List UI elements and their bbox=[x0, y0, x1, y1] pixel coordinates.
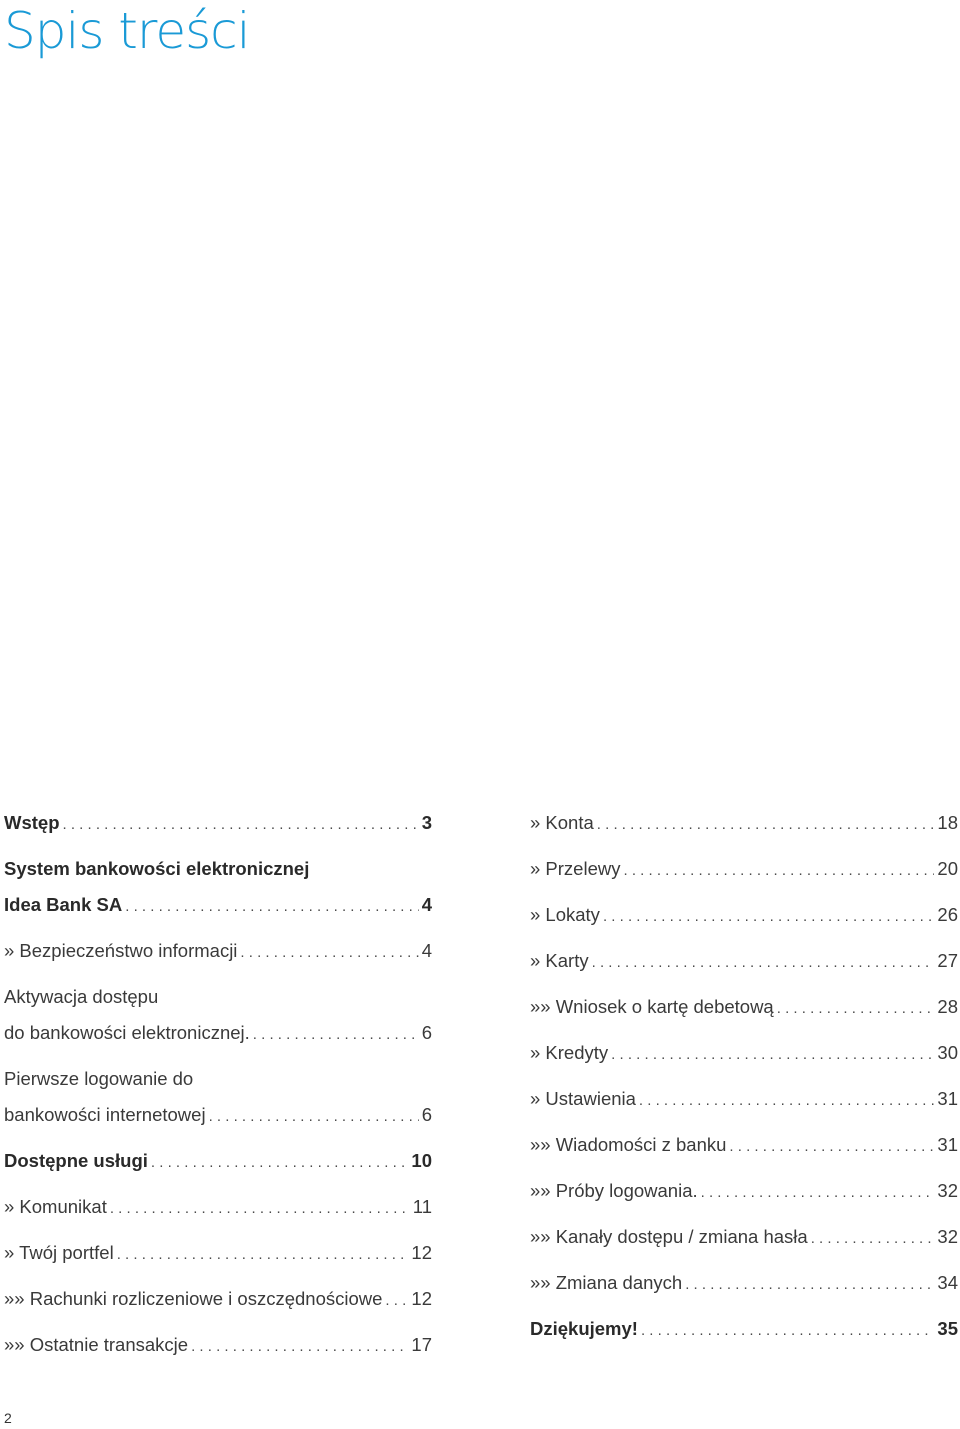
toc-entry-label: »» Rachunki rozliczeniowe i oszczędnościowe bbox=[4, 1288, 383, 1309]
toc-entry-label: » Komunikat bbox=[4, 1196, 107, 1217]
toc-dot-leader bbox=[253, 1016, 419, 1054]
toc-entry[interactable] bbox=[530, 988, 958, 1034]
toc-entry-label: Wstęp bbox=[4, 812, 60, 833]
toc-entry-page: 31 bbox=[937, 1088, 958, 1109]
toc-entry[interactable] bbox=[530, 1310, 958, 1356]
toc-entry-page: 28 bbox=[937, 996, 958, 1017]
toc-entry[interactable] bbox=[530, 1080, 958, 1126]
toc-entry-page: 32 bbox=[937, 1226, 958, 1247]
toc-entry-page: 6 bbox=[421, 1022, 432, 1043]
toc-entry-label: » Przelewy bbox=[530, 858, 621, 879]
toc-entry-label: » Lokaty bbox=[530, 904, 600, 925]
toc-entry-label: Pierwsze logowanie do bbox=[4, 1068, 194, 1089]
toc-entry[interactable] bbox=[4, 1188, 432, 1234]
toc-entry-label: »» Ostatnie transakcje bbox=[4, 1334, 189, 1355]
toc-entry[interactable] bbox=[530, 896, 958, 942]
toc-entry[interactable] bbox=[4, 850, 432, 886]
toc-entry[interactable] bbox=[4, 1280, 432, 1326]
toc-entry-label: Dziękujemy! bbox=[530, 1318, 638, 1339]
toc-entry-page: 35 bbox=[937, 1318, 958, 1339]
toc-entry-label: Idea Bank SA bbox=[4, 894, 123, 915]
toc-entry[interactable] bbox=[530, 1126, 958, 1172]
toc-dot-leader bbox=[240, 934, 418, 972]
toc-right-column bbox=[530, 804, 958, 1356]
toc-dot-leader bbox=[209, 1098, 419, 1136]
page-title: Spis treści bbox=[4, 2, 250, 60]
toc-entry[interactable] bbox=[4, 932, 432, 978]
toc-entry-label: » Ustawienia bbox=[530, 1088, 636, 1109]
toc-dot-leader bbox=[701, 1174, 935, 1212]
toc-dot-leader bbox=[639, 1082, 935, 1120]
toc-entry[interactable] bbox=[530, 850, 958, 896]
toc-dot-leader bbox=[611, 1036, 934, 1074]
toc-entry[interactable] bbox=[4, 886, 432, 932]
toc-entry[interactable] bbox=[530, 804, 958, 850]
toc-dot-leader bbox=[811, 1220, 935, 1258]
toc-entry-label: » Twój portfel bbox=[4, 1242, 114, 1263]
toc-entry-label: System bankowości elektronicznej bbox=[4, 858, 310, 879]
toc-entry[interactable] bbox=[4, 1234, 432, 1280]
toc-entry[interactable] bbox=[530, 1034, 958, 1080]
toc-entry-page: 30 bbox=[937, 1042, 958, 1063]
page-number: 2 bbox=[4, 1410, 12, 1426]
toc-entry-label: Aktywacja dostępu bbox=[4, 986, 159, 1007]
toc-dot-leader bbox=[729, 1128, 934, 1166]
toc-entry[interactable] bbox=[4, 1142, 432, 1188]
toc-entry-label: do bankowości elektronicznej. bbox=[4, 1022, 250, 1043]
toc-dot-leader bbox=[117, 1236, 409, 1274]
toc-entry-label: »» Próby logowania. bbox=[530, 1180, 698, 1201]
toc-dot-leader bbox=[125, 888, 418, 926]
toc-dot-leader bbox=[597, 806, 935, 844]
toc-entry[interactable] bbox=[530, 1218, 958, 1264]
toc-entry-page: 4 bbox=[421, 940, 432, 961]
toc-entry-page: 12 bbox=[411, 1242, 432, 1263]
toc-entry-page: 10 bbox=[411, 1150, 432, 1171]
toc-dot-leader bbox=[151, 1144, 409, 1182]
toc-entry-page: 17 bbox=[411, 1334, 432, 1355]
toc-entry[interactable] bbox=[4, 804, 432, 850]
toc-entry-label: »» Kanały dostępu / zmiana hasła bbox=[530, 1226, 808, 1247]
toc-left-column bbox=[4, 804, 432, 1372]
toc-entry-page: 11 bbox=[412, 1196, 432, 1217]
toc-entry[interactable] bbox=[530, 1172, 958, 1218]
toc-entry[interactable] bbox=[530, 942, 958, 988]
toc-dot-leader bbox=[191, 1328, 408, 1366]
toc-entry-page: 34 bbox=[937, 1272, 958, 1293]
toc-entry-label: » Konta bbox=[530, 812, 594, 833]
toc-dot-leader bbox=[592, 944, 935, 982]
toc-dot-leader bbox=[641, 1312, 934, 1350]
toc-entry-page: 27 bbox=[937, 950, 958, 971]
toc-entry[interactable] bbox=[4, 1326, 432, 1372]
toc-entry-page: 18 bbox=[937, 812, 958, 833]
toc-dot-leader bbox=[603, 898, 934, 936]
toc-dot-leader bbox=[777, 990, 935, 1028]
toc-entry-label: Dostępne usługi bbox=[4, 1150, 148, 1171]
toc-entry-label: » Karty bbox=[530, 950, 589, 971]
toc-entry-page: 26 bbox=[937, 904, 958, 925]
toc-entry-page: 4 bbox=[421, 894, 432, 915]
toc-dot-leader bbox=[685, 1266, 934, 1304]
toc-entry-page: 31 bbox=[937, 1134, 958, 1155]
toc-dot-leader bbox=[623, 852, 934, 890]
toc-entry[interactable] bbox=[4, 978, 432, 1014]
toc-dot-leader bbox=[385, 1282, 408, 1320]
toc-entry-label: »» Wniosek o kartę debetową bbox=[530, 996, 774, 1017]
toc-entry-label: » Kredyty bbox=[530, 1042, 609, 1063]
toc-entry-label: bankowości internetowej bbox=[4, 1104, 206, 1125]
toc-dot-leader bbox=[63, 806, 419, 844]
toc-dot-leader bbox=[110, 1190, 410, 1228]
toc-entry-label: »» Zmiana danych bbox=[530, 1272, 683, 1293]
toc-entry-page: 12 bbox=[411, 1288, 432, 1309]
toc-entry-page: 3 bbox=[421, 812, 432, 833]
toc-entry-page: 32 bbox=[937, 1180, 958, 1201]
toc-entry[interactable] bbox=[530, 1264, 958, 1310]
toc-entry[interactable] bbox=[4, 1060, 432, 1096]
toc-entry-label: » Bezpieczeństwo informacji bbox=[4, 940, 238, 961]
toc-entry[interactable] bbox=[4, 1096, 432, 1142]
toc-entry[interactable] bbox=[4, 1014, 432, 1060]
toc-entry-page: 6 bbox=[421, 1104, 432, 1125]
toc-entry-label: »» Wiadomości z banku bbox=[530, 1134, 727, 1155]
toc-entry-page: 20 bbox=[937, 858, 958, 879]
